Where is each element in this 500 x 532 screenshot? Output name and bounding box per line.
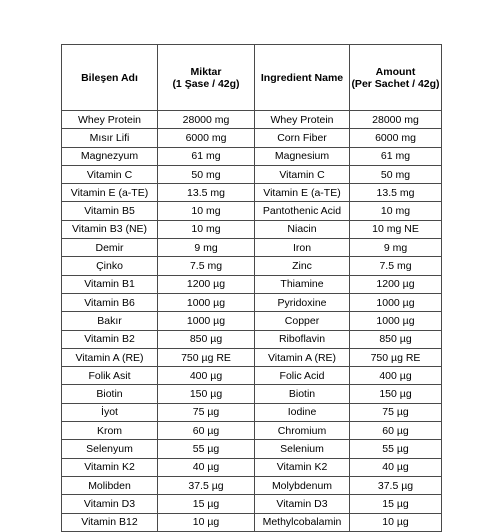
cell-ingredient-tr: Vitamin C	[62, 165, 158, 183]
header-ingredient-tr-label: Bileşen Adı	[81, 71, 138, 84]
nutrition-table	[61, 44, 442, 532]
cell-amount-tr: 7.5 mg	[158, 257, 255, 275]
cell-ingredient-tr: Krom	[62, 422, 158, 440]
cell-amount-tr: 1000 µg	[158, 312, 255, 330]
table-row	[62, 422, 442, 440]
cell-ingredient-en: Vitamin C	[255, 165, 350, 183]
cell-amount-tr: 750 µg RE	[158, 348, 255, 366]
cell-ingredient-en: Vitamin A (RE)	[255, 348, 350, 366]
table-header	[62, 45, 442, 111]
cell-ingredient-tr: Bakır	[62, 312, 158, 330]
table-row	[62, 348, 442, 366]
cell-amount-en: 10 mg NE	[350, 220, 442, 238]
table-row	[62, 257, 442, 275]
cell-ingredient-en: Folic Acid	[255, 367, 350, 385]
cell-amount-tr: 37.5 µg	[158, 476, 255, 494]
cell-ingredient-en: Chromium	[255, 422, 350, 440]
cell-ingredient-en: Molybdenum	[255, 476, 350, 494]
cell-ingredient-en: Iodine	[255, 403, 350, 421]
cell-ingredient-tr: Vitamin B12	[62, 513, 158, 531]
cell-amount-en: 15 µg	[350, 495, 442, 513]
table-row	[62, 239, 442, 257]
cell-amount-en: 61 mg	[350, 147, 442, 165]
cell-amount-tr: 75 µg	[158, 403, 255, 421]
cell-amount-en: 75 µg	[350, 403, 442, 421]
header-amount-tr-line2: (1 Şase / 42g)	[172, 77, 240, 90]
cell-amount-en: 1000 µg	[350, 312, 442, 330]
header-amount-en	[350, 45, 442, 111]
header-amount-tr	[158, 45, 255, 111]
cell-ingredient-tr: Vitamin K2	[62, 458, 158, 476]
cell-ingredient-tr: Vitamin B1	[62, 275, 158, 293]
header-row	[62, 45, 442, 111]
cell-ingredient-tr: Vitamin B3 (NE)	[62, 220, 158, 238]
cell-amount-en: 40 µg	[350, 458, 442, 476]
table-row	[62, 184, 442, 202]
table-row	[62, 129, 442, 147]
cell-amount-tr: 10 mg	[158, 220, 255, 238]
cell-amount-en: 10 µg	[350, 513, 442, 531]
table-row	[62, 330, 442, 348]
cell-amount-tr: 28000 mg	[158, 111, 255, 129]
cell-amount-en: 9 mg	[350, 239, 442, 257]
cell-amount-tr: 61 mg	[158, 147, 255, 165]
cell-ingredient-tr: Vitamin E (a-TE)	[62, 184, 158, 202]
cell-ingredient-en: Iron	[255, 239, 350, 257]
table-row	[62, 147, 442, 165]
cell-ingredient-tr: Magnezyum	[62, 147, 158, 165]
table-row	[62, 403, 442, 421]
cell-ingredient-tr: İyot	[62, 403, 158, 421]
cell-amount-en: 37.5 µg	[350, 476, 442, 494]
cell-amount-tr: 850 µg	[158, 330, 255, 348]
table-row	[62, 220, 442, 238]
cell-ingredient-en: Zinc	[255, 257, 350, 275]
cell-amount-en: 50 mg	[350, 165, 442, 183]
header-amount-tr-line1: Miktar	[190, 65, 222, 78]
cell-amount-en: 55 µg	[350, 440, 442, 458]
cell-ingredient-en: Methylcobalamin	[255, 513, 350, 531]
cell-ingredient-en: Pyridoxine	[255, 293, 350, 311]
cell-ingredient-tr: Vitamin B6	[62, 293, 158, 311]
cell-amount-en: 750 µg RE	[350, 348, 442, 366]
cell-ingredient-en: Whey Protein	[255, 111, 350, 129]
table-row	[62, 367, 442, 385]
header-ingredient-tr	[62, 45, 158, 111]
cell-ingredient-tr: Vitamin B5	[62, 202, 158, 220]
cell-amount-tr: 6000 mg	[158, 129, 255, 147]
cell-ingredient-en: Riboflavin	[255, 330, 350, 348]
table-row	[62, 111, 442, 129]
cell-amount-en: 1000 µg	[350, 293, 442, 311]
cell-ingredient-en: Vitamin E (a-TE)	[255, 184, 350, 202]
table-row	[62, 440, 442, 458]
table-row	[62, 293, 442, 311]
cell-ingredient-tr: Whey Protein	[62, 111, 158, 129]
cell-amount-tr: 10 mg	[158, 202, 255, 220]
cell-ingredient-en: Copper	[255, 312, 350, 330]
cell-amount-en: 28000 mg	[350, 111, 442, 129]
cell-amount-tr: 15 µg	[158, 495, 255, 513]
table-row	[62, 476, 442, 494]
cell-amount-tr: 50 mg	[158, 165, 255, 183]
table-row	[62, 312, 442, 330]
cell-amount-en: 400 µg	[350, 367, 442, 385]
cell-ingredient-en: Selenium	[255, 440, 350, 458]
table-body	[62, 111, 442, 532]
cell-ingredient-tr: Çinko	[62, 257, 158, 275]
cell-amount-en: 7.5 mg	[350, 257, 442, 275]
cell-ingredient-tr: Vitamin D3	[62, 495, 158, 513]
table-row	[62, 495, 442, 513]
cell-ingredient-en: Biotin	[255, 385, 350, 403]
cell-amount-en: 6000 mg	[350, 129, 442, 147]
cell-amount-en: 850 µg	[350, 330, 442, 348]
table-row	[62, 275, 442, 293]
cell-ingredient-en: Vitamin D3	[255, 495, 350, 513]
header-amount-en-line1: Amount	[375, 65, 416, 78]
cell-amount-en: 10 mg	[350, 202, 442, 220]
cell-ingredient-tr: Molibden	[62, 476, 158, 494]
cell-amount-tr: 400 µg	[158, 367, 255, 385]
header-ingredient-en	[255, 45, 350, 111]
cell-amount-en: 13.5 mg	[350, 184, 442, 202]
cell-ingredient-en: Thiamine	[255, 275, 350, 293]
cell-ingredient-tr: Biotin	[62, 385, 158, 403]
table-row	[62, 385, 442, 403]
cell-ingredient-en: Niacin	[255, 220, 350, 238]
cell-ingredient-tr: Demir	[62, 239, 158, 257]
cell-amount-en: 60 µg	[350, 422, 442, 440]
table-row	[62, 458, 442, 476]
table-row	[62, 165, 442, 183]
header-ingredient-en-label: Ingredient Name	[260, 71, 344, 84]
cell-ingredient-tr: Folik Asit	[62, 367, 158, 385]
cell-amount-tr: 10 µg	[158, 513, 255, 531]
cell-ingredient-tr: Vitamin A (RE)	[62, 348, 158, 366]
table-row	[62, 513, 442, 531]
cell-amount-tr: 150 µg	[158, 385, 255, 403]
cell-amount-en: 150 µg	[350, 385, 442, 403]
cell-amount-tr: 40 µg	[158, 458, 255, 476]
header-amount-en-line2: (Per Sachet / 42g)	[351, 77, 440, 90]
cell-amount-tr: 55 µg	[158, 440, 255, 458]
cell-ingredient-en: Pantothenic Acid	[255, 202, 350, 220]
cell-ingredient-en: Vitamin K2	[255, 458, 350, 476]
cell-ingredient-en: Corn Fiber	[255, 129, 350, 147]
cell-ingredient-tr: Selenyum	[62, 440, 158, 458]
cell-amount-tr: 13.5 mg	[158, 184, 255, 202]
cell-amount-tr: 60 µg	[158, 422, 255, 440]
table-row	[62, 202, 442, 220]
nutrition-table-container	[61, 44, 442, 532]
cell-amount-tr: 1200 µg	[158, 275, 255, 293]
cell-ingredient-en: Magnesium	[255, 147, 350, 165]
cell-amount-tr: 9 mg	[158, 239, 255, 257]
cell-amount-en: 1200 µg	[350, 275, 442, 293]
cell-ingredient-tr: Vitamin B2	[62, 330, 158, 348]
cell-ingredient-tr: Mısır Lifi	[62, 129, 158, 147]
cell-amount-tr: 1000 µg	[158, 293, 255, 311]
